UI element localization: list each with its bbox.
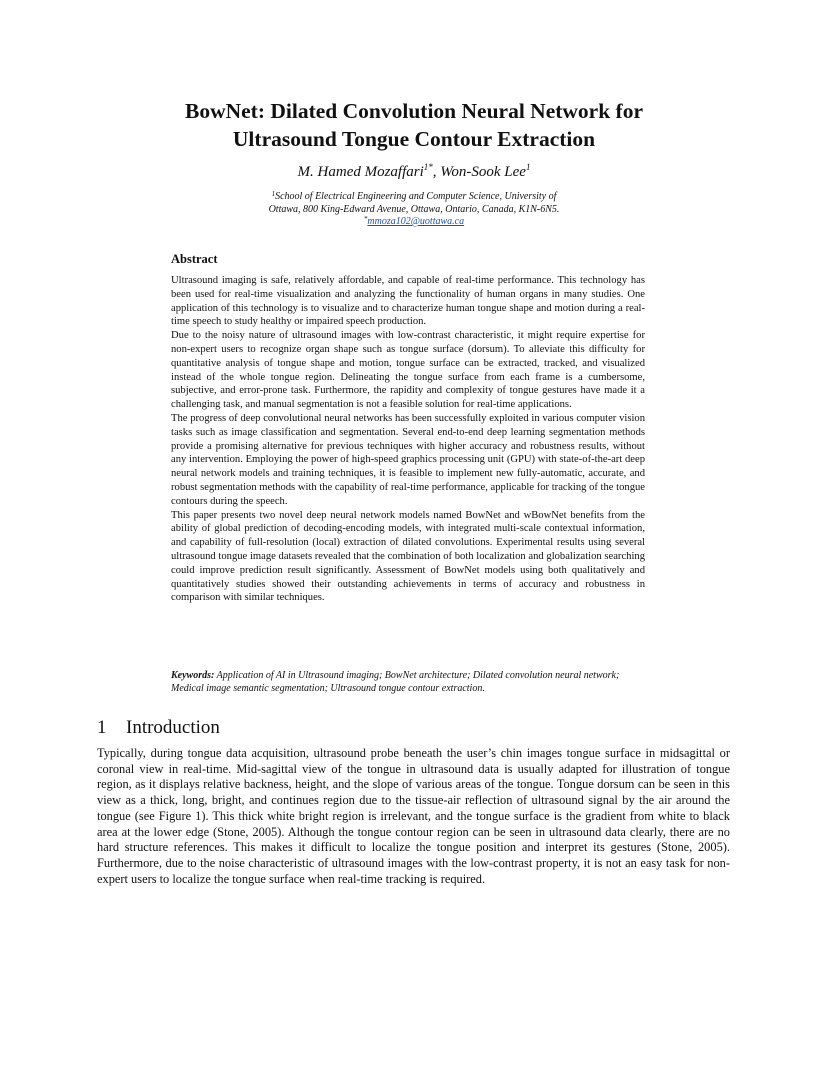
- keywords-text: Application of AI in Ultrasound imaging; BowNet architecture; Dilated convolution neural network; Medical image semantic segmentation; Ultrasound tongue contour extraction.: [171, 670, 620, 694]
- author-list: [100, 162, 728, 182]
- abstract-paragraph: Due to the noisy nature of ultrasound images with low-contrast characteristic, it might require expertise for non-expert users to recognize organ shape such as tongue surface (dorsum). To alleviate this difficulty for quantitative analysis of tongue shape and motion, tongue surface can be extracted, tracked, and visualized instead of the whole tongue region. Delineating the tongue surface from each frame is a cumbersome, subjective, and error-prone task. Furthermore, the rapidity and complexity of tongue gestures have made it a challenging task, and manual segmentation is not a feasible solution for real-time applications.: [171, 330, 645, 411]
- section-heading: [97, 716, 220, 740]
- author-affiliation-mark: 1*: [423, 162, 433, 172]
- author-separator: ,: [432, 164, 441, 180]
- affiliation-line-2: Ottawa, 800 King-Edward Avenue, Ottawa, Ontario, Canada, K1N-6N5.: [268, 203, 560, 215]
- title-line-1: BowNet: Dilated Convolution Neural Network for: [184, 99, 644, 123]
- keywords: [171, 670, 645, 695]
- affiliation-mark: 1: [271, 190, 276, 198]
- author-name: M. Hamed Mozaffari: [297, 164, 424, 180]
- section-number: 1: [97, 717, 107, 738]
- email-mark: *: [363, 215, 368, 223]
- introduction-paragraph: Typically, during tongue data acquisition, ultrasound probe beneath the user’s chin images tongue surface in midsagittal or coronal view in real-time. Mid-sagittal view of the tongue in ultrasound data is usually adapted for illustration of tongue region, as it displays relative backness, height, and the slope of various areas of the tongue. Tongue dorsum can be seen in this view as a thick, long, bright, and continues region due to the tissue-air reflection of ultrasound signal by the air around the tongue (see Figure 1). This thick white bright region is irrelevant, and the tongue surface is the gradient from white to black area at the lower edge (Stone, 2005). Although the tongue contour region can be seen in ultrasound data clearly, there are no hard structure references. This makes it difficult to localize the tongue position and interpret its gestures (Stone, 2005). Furthermore, due to the noise characteristic of ultrasound images with the low-contrast property, it is not an easy task for non-expert users to localize the tongue surface when real-time tracking is required.: [97, 746, 730, 886]
- affiliation: [200, 191, 628, 229]
- abstract-heading: Abstract: [171, 252, 218, 266]
- paper-title: [100, 97, 728, 153]
- title-line-2: Ultrasound Tongue Contour Extraction: [232, 127, 596, 151]
- abstract-paragraph: The progress of deep convolutional neural networks has been successfully exploited in various computer vision tasks such as image classification and segmentation. Several end-to-end deep learning segmentation methods provide a promising alternative for previous techniques with higher accuracy and robustness results, without any intervention. Employing the power of high-speed graphics processing unit (GPU) with state-of-the-art deep neural network models and training techniques, it is feasible to implement new fully-automatic, accurate, and robust segmentation methods with the capability of real-time performance, applicable for tracking of the tongue contours during the speech.: [171, 412, 645, 507]
- introduction-body: [97, 746, 730, 887]
- contact-email-line: [200, 216, 628, 229]
- abstract-paragraph: Ultrasound imaging is safe, relatively affordable, and capable of real-time performance. This technology has been used for real-time visualization and analyzing the functionality of human organs in many studies. One application of this technology is to visualize and to characterize human tongue shape and motion during a real-time speech to study healthy or impaired speech production.: [171, 275, 645, 328]
- abstract-body: [171, 274, 645, 605]
- abstract-paragraph: This paper presents two novel deep neural network models named BowNet and wBowNet benefits from the ability of global prediction of decoding-encoding models, with integrated multi-scale contextual information, and capability of full-resolution (local) extraction of dilated convolutions. Experimental results using several ultrasound tongue image datasets revealed that the combination of both localization and globalization searching could improve prediction result significantly. Assessment of BowNet models using both qualitatively and quantitatively studies showed their outstanding achievements in terms of accuracy and robustness in comparison with similar techniques.: [171, 509, 645, 604]
- email-link[interactable]: mmoza102@uottawa.ca: [367, 216, 465, 227]
- affiliation-text: School of Electrical Engineering and Computer Science, University of: [275, 191, 557, 202]
- section-title: Introduction: [126, 717, 220, 738]
- affiliation-line-1: [200, 191, 628, 204]
- keywords-label: Keywords:: [171, 670, 215, 681]
- author-name: Won-Sook Lee: [440, 164, 526, 180]
- author-affiliation-mark: 1: [525, 162, 531, 172]
